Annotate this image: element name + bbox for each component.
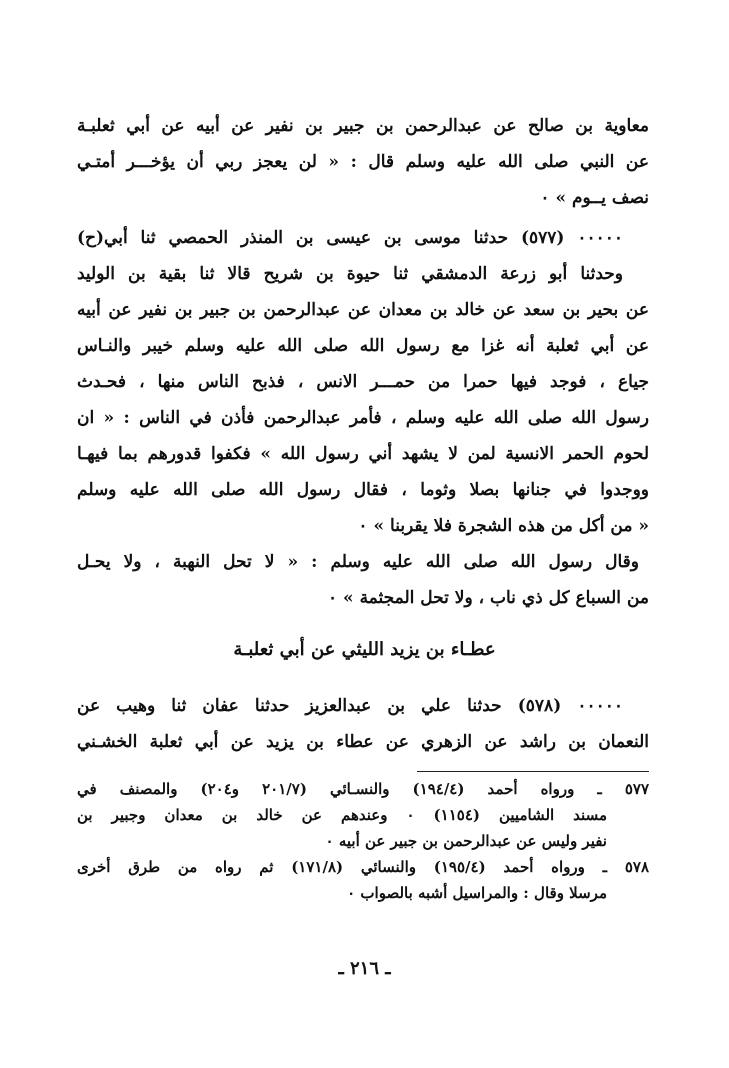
footnote-line: مرسلا وقال : والمراسيل أشبه بالصواب ٠ xyxy=(347,884,607,902)
text-line: عن بحير بن سعد عن خالد بن معدان عن عبدالرحمن بن جبير بن نفير عن أبيه xyxy=(77,300,649,320)
footnote-line: نفير وليس عن عبدالرحمن بن جبير عن أبيه ٠ xyxy=(325,832,607,850)
footnotes xyxy=(77,776,649,906)
text-line: « من أكل من هذه الشجرة فلا يقربنا » ٠ xyxy=(358,516,649,536)
text-line: النعمان بن راشد عن الزهري عن عطاء بن يزيد عن أبي ثعلبة الخشـني xyxy=(77,732,649,752)
footnote-line: ٥٧٧ ـ ورواه أحمد (١٩٤/٤) والنسـائي (٢٠١/٧ و٢٠٤) والمصنف في xyxy=(77,780,649,798)
section-heading: عطـاء بن يزيد الليثي عن أبي ثعلبـة xyxy=(233,639,496,660)
footnote-line: مسند الشاميين (١١٥٤) ٠ وعندهم عن خالد بن معدان وجبير بن xyxy=(77,806,607,824)
text-line: جياع ، فوجد فيها حمرا من حمـــر الانس ، فذبح الناس منها ، فحـدث xyxy=(77,372,649,392)
page-number: ـ ٢١٦ ـ xyxy=(338,958,391,979)
text-line: نصف يــوم » ٠ xyxy=(540,188,649,208)
text-line: ووجدوا في جنانها بصلا وثوما ، فقال رسول الله صلى الله عليه وسلم xyxy=(77,480,649,500)
text-line: رسول الله صلى الله عليه وسلم ، فأمر عبدالرحمن فأذن في الناس : « ان xyxy=(77,408,649,428)
paragraph-hadith-576-end xyxy=(77,108,649,216)
text-line: من السباع كل ذي ناب ، ولا تحل المجثمة » ٠ xyxy=(327,588,649,608)
paragraph-hadith-578 xyxy=(77,688,649,760)
text-line: ٠٠٠٠٠ (٥٧٨) حدثنا علي بن عبدالعزيز حدثنا عفان ثنا وهيب عن xyxy=(77,696,623,716)
text-line: ٠٠٠٠٠ (٥٧٧) حدثنا موسى بن عيسى بن المنذر الحمصي ثنا أبي(ح) xyxy=(77,228,623,248)
footnote-line: ٥٧٨ ـ ورواه أحمد (١٩٥/٤) والنسائي (١٧١/٨) ثم رواه من طرق أخرى xyxy=(77,858,649,876)
text-line: عن النبي صلى الله عليه وسلم قال : « لن يعجز ربي أن يؤخـــر أمتـي xyxy=(77,152,649,172)
text-line: وحدثنا أبو زرعة الدمشقي ثنا حيوة بن شريح قالا ثنا بقية بن الوليد xyxy=(77,264,623,284)
footnote-divider xyxy=(417,771,649,772)
text-line: وقال رسول الله صلى الله عليه وسلم : « لا تحل النهبة ، ولا يحـل xyxy=(77,552,639,572)
paragraph-hadith-577 xyxy=(77,220,649,616)
text-line: عن أبي ثعلبة أنه غزا مع رسول الله صلى الله عليه وسلم خيبر والنـاس xyxy=(77,336,649,356)
text-line: لحوم الحمر الانسية لمن لا يشهد أني رسول الله » فكفوا قدورهم بما فيهـا xyxy=(77,444,649,464)
text-line: معاوية بن صالح عن عبدالرحمن بن جبير بن نفير عن أبيه عن أبي ثعلبـة xyxy=(77,116,649,136)
